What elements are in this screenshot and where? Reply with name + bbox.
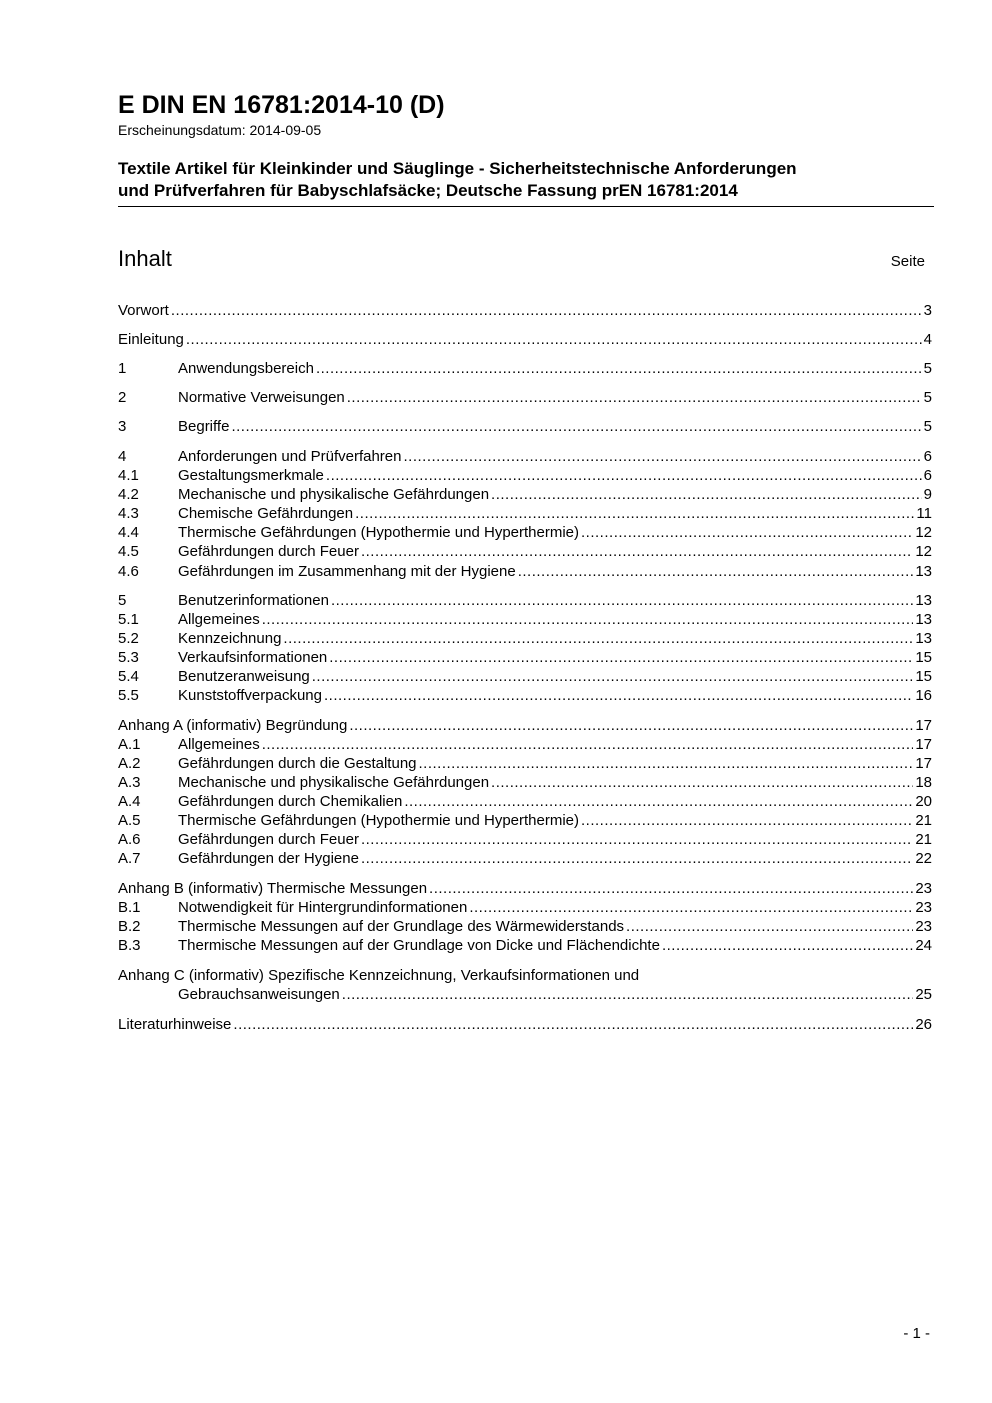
toc-entry-page: 5 <box>923 389 932 406</box>
toc-entry-title-text: Benutzeranweisung <box>178 668 310 685</box>
toc-entry-title <box>178 359 314 378</box>
toc-entry-annex-title: Thermische Messungen <box>266 880 428 897</box>
toc-leader-dots <box>283 629 913 648</box>
toc-entry-page: 24 <box>915 937 932 954</box>
toc-entry-title-text: Allgemeines <box>178 736 260 753</box>
toc-entry-page: 13 <box>915 611 932 628</box>
toc-entry-number: 4.5 <box>118 543 139 560</box>
toc-entry-page: 12 <box>915 543 932 560</box>
toc-entry-title <box>118 330 184 349</box>
toc-entry-title-text: Chemische Gefährdungen <box>178 505 354 522</box>
toc-entry-number: B.3 <box>118 937 141 954</box>
toc-entry-number: A.6 <box>118 831 141 848</box>
toc-entry[interactable] <box>118 716 932 735</box>
toc-entry[interactable] <box>118 917 932 936</box>
toc-entry-title <box>178 792 402 811</box>
toc-entry-page: 5 <box>923 360 932 377</box>
toc-entry-title <box>118 879 427 898</box>
toc-leader-dots <box>186 330 922 349</box>
toc-entry-title <box>178 667 310 686</box>
toc-entry-title <box>178 542 359 561</box>
toc-entry-annex-title: Begründung <box>265 717 348 734</box>
document-number: E DIN EN 16781:2014-10 (D) <box>118 91 445 119</box>
document-title-line-1: Textile Artikel für Kleinkinder und Säuglinge - Sicherheitstechnische Anforderungen <box>118 159 797 178</box>
toc-entry-title-text: Anwendungsbereich <box>178 360 314 377</box>
toc-entry-page: 17 <box>915 755 932 772</box>
toc-entry-page: 15 <box>915 668 932 685</box>
toc-entry[interactable] <box>118 523 932 542</box>
toc-entry-number: A.1 <box>118 736 141 753</box>
toc-entry[interactable] <box>118 811 932 830</box>
toc-entry-title <box>178 629 281 648</box>
toc-leader-dots <box>403 447 921 466</box>
toc-entry-title <box>178 811 579 830</box>
toc-entry-title-text: Gefährdungen der Hygiene <box>178 850 359 867</box>
toc-entry-page: 17 <box>915 717 932 734</box>
toc-entry-number: 4 <box>118 448 127 465</box>
toc-entry-title <box>118 301 169 320</box>
toc-entry[interactable] <box>118 754 932 773</box>
toc-entry-title-text: Kunststoffverpackung <box>178 687 322 704</box>
toc-leader-dots <box>342 985 914 1004</box>
toc-entry[interactable] <box>118 447 932 466</box>
toc-entry-page: 12 <box>915 524 932 541</box>
toc-leader-dots <box>347 388 922 407</box>
toc-entry-title <box>178 523 579 542</box>
toc-entry[interactable] <box>118 629 932 648</box>
toc-entry-title <box>178 773 489 792</box>
toc-leader-dots <box>233 1015 913 1034</box>
toc-leader-dots <box>312 667 914 686</box>
toc-leader-dots <box>355 504 914 523</box>
toc-leader-dots <box>581 811 913 830</box>
toc-entry-number: 3 <box>118 418 127 435</box>
toc-entry-title <box>118 985 340 1004</box>
toc-entry[interactable] <box>118 485 932 504</box>
toc-entry-number: 4.2 <box>118 486 139 503</box>
document-title-line-2: und Prüfverfahren für Babyschlafsäcke; Deutsche Fassung prEN 16781:2014 <box>118 181 738 200</box>
toc-entry-title <box>178 610 260 629</box>
page-number: - 1 - <box>903 1325 930 1342</box>
toc-entry-title-text: Begriffe <box>178 418 230 435</box>
toc-entry-page: 23 <box>915 899 932 916</box>
toc-entry-page: 6 <box>923 467 932 484</box>
toc-entry-page: 16 <box>915 687 932 704</box>
toc-entry-title <box>178 417 229 436</box>
document-title <box>118 158 948 202</box>
toc-entry-annex-title: Spezifische Kennzeichnung, Verkaufsinformationen und <box>268 967 640 984</box>
toc-leader-dots <box>349 716 913 735</box>
toc-entry[interactable] <box>118 417 932 436</box>
toc-entry-title <box>178 735 260 754</box>
toc-entry-title-text: Gefährdungen durch die Gestaltung <box>178 755 417 772</box>
toc-entry[interactable] <box>118 686 932 705</box>
toc-entry-title-text: Gestaltungsmerkmale <box>178 467 324 484</box>
toc-entry-title-text: Anhang B <box>118 880 184 897</box>
toc-entry-number: A.2 <box>118 755 141 772</box>
toc-entry-title <box>178 562 516 581</box>
toc-entry-title-text: Gefährdungen im Zusammenhang mit der Hygiene <box>178 563 516 580</box>
toc-entry-title <box>178 898 467 917</box>
toc-entry-page: 26 <box>915 1016 932 1033</box>
toc-entry-page: 25 <box>915 986 932 1003</box>
toc-entry-number: 1 <box>118 360 127 377</box>
toc-leader-dots <box>262 610 914 629</box>
toc-entry-title-text: Benutzerinformationen <box>178 592 329 609</box>
toc-entry-title-text: Einleitung <box>118 331 184 348</box>
toc-entry[interactable] <box>118 562 932 581</box>
toc-entry-title <box>118 966 639 985</box>
toc-leader-dots <box>491 773 913 792</box>
toc-entry-page: 13 <box>915 563 932 580</box>
toc-entry-title <box>178 466 324 485</box>
toc-entry-title-text: Allgemeines <box>178 611 260 628</box>
toc-leader-dots <box>329 648 913 667</box>
toc-entry-title <box>118 1015 231 1034</box>
toc-leader-dots <box>316 359 922 378</box>
toc-heading: Inhalt <box>118 246 172 271</box>
toc-entry-title-text: Anhang A <box>118 717 183 734</box>
toc-entry-page: 21 <box>915 812 932 829</box>
toc-entry-page: 6 <box>923 448 932 465</box>
toc-entry-annex-type: (informativ) <box>183 880 267 897</box>
toc-entry-page: 9 <box>923 486 932 503</box>
toc-leader-dots <box>262 735 914 754</box>
toc-entry-number: A.7 <box>118 850 141 867</box>
toc-entry-number: 2 <box>118 389 127 406</box>
toc-entry-number: 5 <box>118 592 127 609</box>
toc-entry-title-text: Mechanische und physikalische Gefährdungen <box>178 486 490 503</box>
toc-entry[interactable] <box>118 648 932 667</box>
toc-entry-title-text: Normative Verweisungen <box>178 389 345 406</box>
toc-entry-page: 13 <box>915 592 932 609</box>
toc-entry[interactable] <box>118 879 932 898</box>
toc-entry-number: 4.3 <box>118 505 139 522</box>
toc-entry[interactable] <box>118 735 932 754</box>
toc-entry-title-text: Anforderungen und Prüfverfahren <box>178 448 402 465</box>
toc-leader-dots <box>491 485 922 504</box>
toc-entry-title-text: Thermische Gefährdungen (Hypothermie und Hyperthermie) <box>178 812 580 829</box>
toc-entry-title-text: Literaturhinweise <box>118 1016 232 1033</box>
toc-entry-annex-type: (informativ) <box>184 967 269 984</box>
toc-entry[interactable] <box>118 966 932 985</box>
toc-entry-title-text: Thermische Gefährdungen (Hypothermie und Hyperthermie) <box>178 524 580 541</box>
toc-entry-title-text: Thermische Messungen auf der Grundlage des Wärmewiderstands <box>178 918 625 935</box>
toc-entry[interactable] <box>118 898 932 917</box>
toc-leader-dots <box>324 686 913 705</box>
toc-entry-number: 5.4 <box>118 668 139 685</box>
toc-entry[interactable] <box>118 849 932 868</box>
toc-leader-dots <box>518 562 914 581</box>
toc-entry-title <box>178 504 353 523</box>
toc-entry-page: 5 <box>923 418 932 435</box>
toc-entry-title-text: Thermische Messungen auf der Grundlage von Dicke und Flächendichte <box>178 937 660 954</box>
toc-entry-title <box>178 388 345 407</box>
toc-leader-dots <box>361 542 913 561</box>
toc-leader-dots <box>429 879 913 898</box>
toc-entry-title-text: Gebrauchsanweisungen <box>178 986 340 1003</box>
toc-entry-title-text: Anhang C <box>118 967 185 984</box>
toc-entry[interactable] <box>118 466 932 485</box>
toc-leader-dots <box>171 301 922 320</box>
toc-entry-title <box>178 485 489 504</box>
toc-entry-number: A.5 <box>118 812 141 829</box>
toc-entry-number: 4.1 <box>118 467 139 484</box>
toc-leader-dots <box>361 830 913 849</box>
toc-page-column-label: Seite <box>890 253 925 270</box>
toc-entry[interactable] <box>118 542 932 561</box>
toc-entry[interactable] <box>118 773 932 792</box>
toc-entry[interactable] <box>118 301 932 320</box>
toc-leader-dots <box>419 754 914 773</box>
toc-leader-dots <box>326 466 922 485</box>
toc-leader-dots <box>626 917 913 936</box>
toc-entry[interactable] <box>118 330 932 349</box>
toc-entry-title <box>178 849 359 868</box>
toc-entry[interactable] <box>118 985 932 1004</box>
toc-entry-number: B.1 <box>118 899 141 916</box>
toc-entry-title <box>178 830 359 849</box>
toc-entry-number: 5.5 <box>118 687 139 704</box>
toc-entry-number: 5.1 <box>118 611 139 628</box>
toc-leader-dots <box>231 417 921 436</box>
toc-entry-number: 4.4 <box>118 524 139 541</box>
toc-entry-title <box>178 917 624 936</box>
toc-entry-title-text: Notwendigkeit für Hintergrundinformationen <box>178 899 468 916</box>
toc-entry-number: B.2 <box>118 918 141 935</box>
toc-entry[interactable] <box>118 830 932 849</box>
toc-entry-page: 20 <box>915 793 932 810</box>
toc-entry-title-text: Kennzeichnung <box>178 630 282 647</box>
toc-entry-page: 4 <box>923 331 932 348</box>
title-divider <box>118 206 934 207</box>
toc-entry-page: 23 <box>915 918 932 935</box>
toc-entry-page: 22 <box>915 850 932 867</box>
toc-entry-page: 3 <box>923 302 932 319</box>
toc-entry[interactable] <box>118 504 932 523</box>
toc-entry-page: 11 <box>916 505 932 522</box>
toc-entry[interactable] <box>118 667 932 686</box>
toc-entry-title <box>118 716 347 735</box>
toc-leader-dots <box>662 936 913 955</box>
toc-entry-title <box>178 447 401 466</box>
toc-entry[interactable] <box>118 388 932 407</box>
toc-leader-dots <box>361 849 913 868</box>
toc-entry-title <box>178 591 329 610</box>
toc-entry[interactable] <box>118 591 932 610</box>
toc-entry-title <box>178 754 417 773</box>
toc-leader-dots <box>331 591 913 610</box>
toc-entry-title-text: Mechanische und physikalische Gefährdungen <box>178 774 490 791</box>
toc-entry-title-text: Gefährdungen durch Feuer <box>178 543 359 560</box>
toc-entry-page: 17 <box>915 736 932 753</box>
toc-entry-number: A.3 <box>118 774 141 791</box>
toc-entry-number: 5.2 <box>118 630 139 647</box>
toc-entry-title <box>178 936 660 955</box>
toc-entry-page: 13 <box>915 630 932 647</box>
toc-entry-page: 23 <box>915 880 932 897</box>
toc-entry-page: 21 <box>915 831 932 848</box>
toc-entry-page: 18 <box>915 774 932 791</box>
publication-date: Erscheinungsdatum: 2014-09-05 <box>118 122 322 138</box>
toc-entry-title-text: Gefährdungen durch Chemikalien <box>178 793 403 810</box>
toc-entry[interactable] <box>118 610 932 629</box>
toc-leader-dots <box>404 792 913 811</box>
toc-entry-title-text: Vorwort <box>118 302 169 319</box>
toc-entry-title <box>178 686 322 705</box>
toc-entry[interactable] <box>118 936 932 955</box>
toc-entry-annex-type: (informativ) <box>182 717 266 734</box>
toc-entry-page: 15 <box>915 649 932 666</box>
toc-leader-dots <box>469 898 913 917</box>
toc-entry-title-text: Gefährdungen durch Feuer <box>178 831 359 848</box>
toc-entry-title-text: Verkaufsinformationen <box>178 649 328 666</box>
toc-entry[interactable] <box>118 792 932 811</box>
toc-entry-title <box>178 648 327 667</box>
toc-entry-number: A.4 <box>118 793 141 810</box>
toc-entry[interactable] <box>118 359 932 378</box>
toc-entry-number: 5.3 <box>118 649 139 666</box>
toc-entry[interactable] <box>118 1015 932 1034</box>
toc-leader-dots <box>581 523 913 542</box>
toc-entry-number: 4.6 <box>118 563 139 580</box>
